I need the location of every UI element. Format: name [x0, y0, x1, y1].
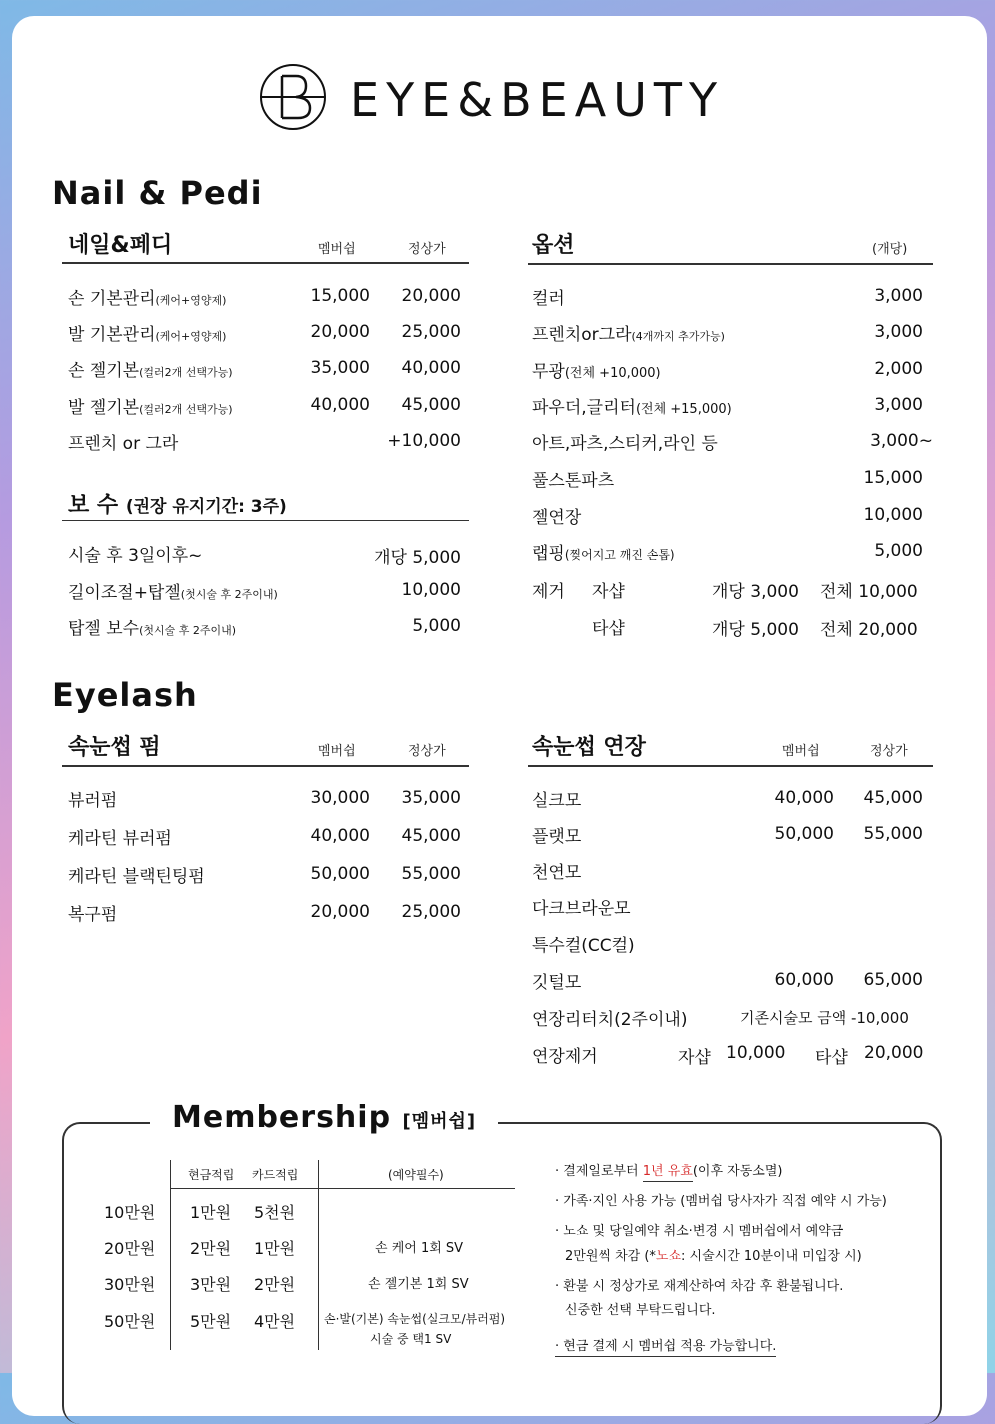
repair-header: 보 수 (권장 유지기간: 3주) — [68, 493, 287, 518]
price-member: 20,000 — [310, 902, 370, 922]
membership-note-noshow-2: 2만원씩 차감 (*노쇼: 시술시간 10분이내 미입장 시) — [565, 1249, 862, 1264]
table-vline-1 — [170, 1160, 171, 1350]
list-item: 케라틴 블랙틴팅펌 — [68, 867, 205, 887]
price-regular: 5,000 — [412, 616, 461, 636]
table-row: 50만원 — [104, 1312, 156, 1331]
perm-divider — [62, 765, 469, 767]
benefit: 손 젤기본 1회 SV — [368, 1277, 469, 1292]
price-regular: 35,000 — [401, 788, 461, 808]
price-regular: 55,000 — [863, 824, 923, 844]
list-item: 손 젤기본(컬러2개 선택가능) — [68, 361, 233, 381]
membership-note-refund: · 환불 시 정상가로 재계산하여 차감 후 환불됩니다. — [555, 1279, 844, 1294]
card-value: 1만원 — [254, 1239, 296, 1258]
table-row: 30만원 — [104, 1275, 156, 1294]
price-member: 개당 5,000 — [374, 548, 461, 568]
retouch-item: 연장리터치(2주이내) — [532, 1010, 688, 1030]
removal-own-each: 개당 3,000 — [712, 582, 799, 602]
perm-col-member: 멤버쉽 — [318, 744, 356, 759]
price: 3,000 — [874, 395, 923, 415]
removal-other-each: 개당 5,000 — [712, 620, 799, 640]
list-item: 프렌치or그라(4개까지 추가가능) — [532, 325, 725, 345]
ext-removal-own-price: 10,000 — [726, 1043, 786, 1063]
list-item: 특수컬(CC컬) — [532, 936, 635, 956]
price: 3,000 — [874, 322, 923, 342]
list-item: 플랫모 — [532, 827, 582, 847]
price-member: 20,000 — [310, 322, 370, 342]
cash-value: 5만원 — [190, 1312, 232, 1331]
col-card: 카드적립 — [252, 1168, 299, 1182]
options-unit: (개당) — [872, 242, 908, 257]
list-item: 랩핑(찢어지고 깨진 손톱) — [532, 544, 675, 564]
cash-value: 3만원 — [190, 1275, 232, 1294]
benefit: 손·발(기본) 속눈썹(실크모/뷰러펌) — [324, 1312, 506, 1326]
price: 3,000~ — [870, 431, 933, 451]
list-item: 젤연장 — [532, 508, 582, 528]
card-value: 5천원 — [254, 1203, 296, 1222]
table-vline-2 — [318, 1160, 319, 1350]
price: 10,000 — [863, 505, 923, 525]
price-member: 15,000 — [310, 286, 370, 306]
list-item: 다크브라운모 — [532, 899, 631, 919]
eyelash-section-title: Eyelash — [52, 676, 198, 714]
price-member: 40,000 — [310, 395, 370, 415]
list-item: 복구펌 — [68, 905, 118, 925]
price: 3,000 — [874, 286, 923, 306]
price-regular: 20,000 — [401, 286, 461, 306]
list-item: 케라틴 뷰러펌 — [68, 829, 172, 849]
extension-header: 속눈썹 연장 — [532, 735, 646, 760]
list-item: 발 기본관리(케어+영양제) — [68, 325, 227, 345]
list-item: 풀스톤파츠 — [532, 471, 615, 491]
price-member: 35,000 — [310, 358, 370, 378]
price-regular: +10,000 — [387, 431, 461, 451]
col-reserve: (예약필수) — [388, 1168, 444, 1182]
price-regular: 25,000 — [401, 902, 461, 922]
price-regular: 45,000 — [401, 826, 461, 846]
options-header: 옵션 — [532, 233, 575, 258]
list-item: 깃털모 — [532, 973, 582, 993]
removal-other-all: 전체 20,000 — [820, 620, 918, 640]
repair-divider — [62, 520, 469, 521]
price-member: 60,000 — [774, 970, 834, 990]
retouch-value: 기존시술모 금액 -10,000 — [740, 1009, 909, 1027]
list-item: 아트,파츠,스티커,라인 등 — [532, 434, 718, 454]
price-regular: 65,000 — [863, 970, 923, 990]
nail-divider — [62, 262, 469, 264]
price-member: 40,000 — [310, 826, 370, 846]
ext-removal-other-price: 20,000 — [864, 1043, 924, 1063]
nail-col-member: 멤버쉽 — [318, 242, 356, 257]
cash-value: 1만원 — [190, 1203, 232, 1222]
price: 5,000 — [874, 541, 923, 561]
membership-note-family: · 가족·지인 사용 가능 (멤버쉽 당사자가 직접 예약 시 가능) — [555, 1194, 887, 1209]
price-member: 50,000 — [774, 824, 834, 844]
removal-other: 타샵 — [592, 619, 625, 639]
membership-note-cash: · 현금 결제 시 멤버쉽 적용 가능합니다. — [555, 1335, 776, 1354]
ext-col-member: 멤버쉽 — [782, 744, 820, 759]
list-item: 프렌치 or 그라 — [68, 434, 179, 454]
cash-value: 2만원 — [190, 1239, 232, 1258]
ext-removal-item: 연장제거 — [532, 1047, 598, 1067]
list-item: 손 기본관리(케어+영양제) — [68, 289, 227, 309]
perm-header: 속눈썹 펌 — [68, 735, 161, 760]
membership-title: Membership [멤버쉽] — [150, 1100, 498, 1135]
price: 2,000 — [874, 359, 923, 379]
list-item: 시술 후 3일이후~ — [68, 546, 203, 566]
list-item: 발 젤기본(컬러2개 선택가능) — [68, 398, 233, 418]
list-item: 실크모 — [532, 791, 582, 811]
removal-label: 제거 — [532, 582, 565, 602]
price-member: 30,000 — [310, 788, 370, 808]
options-divider — [528, 263, 933, 265]
brand-name: EYE&BEAUTY — [350, 73, 725, 127]
price-regular: 10,000 — [401, 580, 461, 600]
perm-col-regular: 정상가 — [408, 744, 446, 759]
nail-section-title: Nail & Pedi — [52, 174, 263, 212]
membership-note-refund-2: 신중한 선택 부탁드립니다. — [565, 1303, 716, 1318]
price-regular: 45,000 — [401, 395, 461, 415]
col-cash: 현금적립 — [188, 1168, 235, 1182]
nail-col-regular: 정상가 — [408, 242, 446, 257]
ext-col-regular: 정상가 — [870, 744, 908, 759]
table-row: 20만원 — [104, 1239, 156, 1258]
brand-logo-icon — [258, 62, 328, 132]
benefit: 손 케어 1회 SV — [375, 1241, 464, 1256]
table-header-rule — [170, 1188, 515, 1189]
card-value: 2만원 — [254, 1275, 296, 1294]
table-row: 10만원 — [104, 1203, 156, 1222]
price: 15,000 — [863, 468, 923, 488]
price-regular: 40,000 — [401, 358, 461, 378]
list-item: 무광(전체 +10,000) — [532, 362, 661, 382]
list-item: 컬러 — [532, 289, 565, 309]
extension-divider — [528, 765, 933, 767]
price-member: 40,000 — [774, 788, 834, 808]
nail-header: 네일&페디 — [68, 233, 173, 258]
list-item: 탑젤 보수(첫시술 후 2주이내) — [68, 619, 237, 639]
list-item: 천연모 — [532, 863, 582, 883]
list-item: 길이조절+탑젤(첫시술 후 2주이내) — [68, 583, 278, 603]
list-item: 뷰러펌 — [68, 791, 118, 811]
card-value: 4만원 — [254, 1312, 296, 1331]
benefit-line2: 시술 중 택1 SV — [370, 1332, 452, 1346]
ext-removal-own: 자샵 — [678, 1048, 711, 1068]
price-regular: 45,000 — [863, 788, 923, 808]
membership-note-validity: · 결제일로부터 1년 유효(이후 자동소멸) — [555, 1160, 782, 1179]
price-regular: 55,000 — [401, 864, 461, 884]
removal-own: 자샵 — [592, 582, 625, 602]
membership-note-noshow: · 노쇼 및 당일예약 취소·변경 시 멤버쉽에서 예약금 — [555, 1224, 844, 1239]
price-regular: 25,000 — [401, 322, 461, 342]
list-item: 파우더,글리터(전체 +15,000) — [532, 398, 732, 418]
removal-own-all: 전체 10,000 — [820, 582, 918, 602]
ext-removal-other: 타샵 — [815, 1048, 848, 1068]
price-member: 50,000 — [310, 864, 370, 884]
